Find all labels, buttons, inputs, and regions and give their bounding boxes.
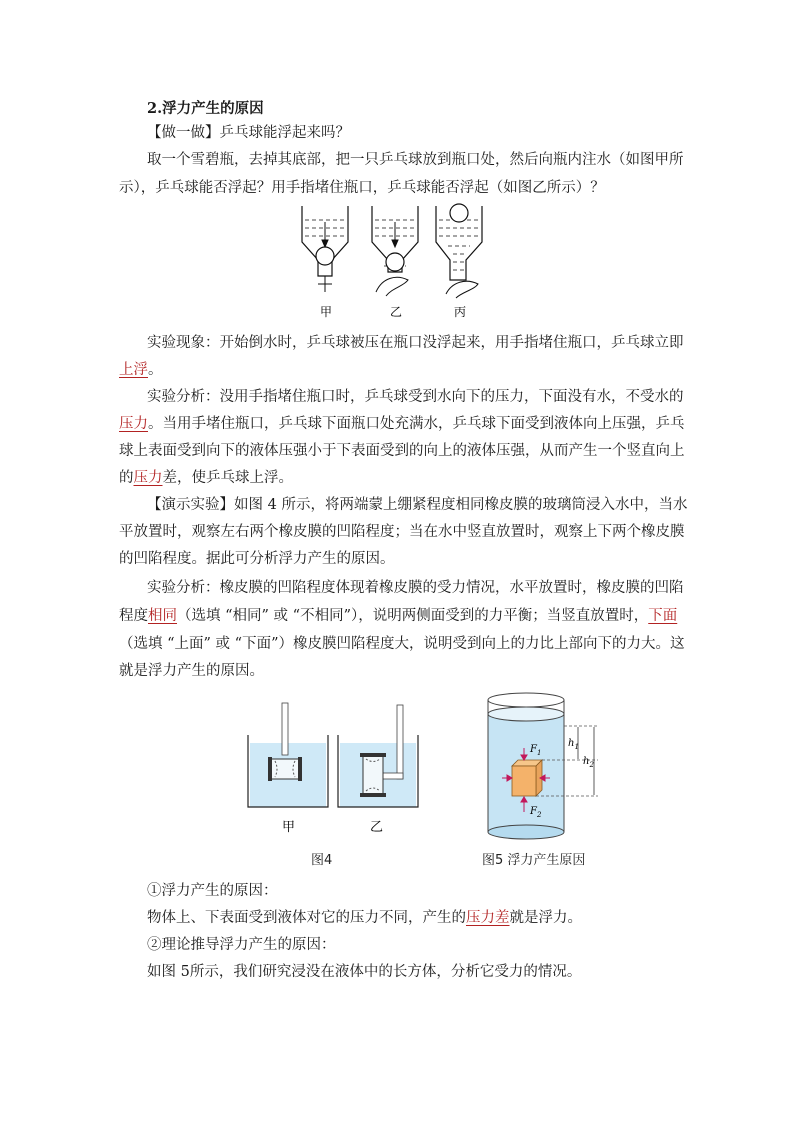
analysis1-line3: 球上表面受到向下的液体压强小于下表面受到的向上的液体压强，从而产生一个竖直向上: [119, 443, 685, 459]
demo-line3: 的凹陷程度。据此可分析浮力产生的原因。: [119, 551, 395, 567]
phenomenon-line1: 实验现象：开始倒水时，乒乓球被压在瓶口没浮起来，用手指堵住瓶口，乒乓球立即: [147, 335, 684, 351]
cause-post: 就是浮力。: [509, 910, 582, 926]
analysis2-line2: [119, 605, 679, 627]
bottles-figure: [296, 200, 496, 325]
answer-pressure-diff: 压力差: [466, 910, 510, 926]
fig4-label-b: 乙: [370, 820, 384, 835]
phenomenon-end: 。: [148, 362, 163, 378]
figure-4: [246, 695, 422, 840]
analysis2-line2-mid: （选填 “相同” 或 “不相同”），说明两侧面受到的力平衡；当竖直放置时，: [177, 608, 649, 624]
analysis2-line2-pre: 程度: [119, 608, 148, 624]
analysis1-line4: [119, 467, 679, 489]
analysis2-line4: 就是浮力产生的原因。: [119, 663, 264, 679]
derive-title: ②理论推导浮力产生的原因：: [147, 937, 336, 953]
try-it-label: 【做一做】: [147, 125, 220, 141]
bottle-label-c: 丙: [454, 305, 467, 319]
figure-5: [480, 690, 610, 840]
cause-pre: 物体上、下表面受到液体对它的压力不同，产生的: [147, 910, 466, 926]
cause-title: ①浮力产生的原因：: [147, 883, 278, 899]
fig4-label-a: 甲: [282, 820, 296, 835]
fig5-f1: $F_1$: [530, 744, 542, 757]
fig5-caption: 图5 浮力产生原因: [482, 853, 586, 868]
fig5-h2: $h_2$: [583, 756, 594, 769]
bottle-label-a: 甲: [320, 305, 333, 319]
bottle-label-b: 乙: [390, 305, 403, 319]
derive-line1: 如图 5所示，我们研究浸没在液体中的长方体，分析它受力的情况。: [147, 964, 582, 980]
analysis2-line1: 实验分析：橡皮膜的凹陷程度体现着橡皮膜的受力情况，水平放置时，橡皮膜的凹陷: [147, 580, 684, 596]
para1-line1: 取一个雪碧瓶，去掉其底部，把一只乒乓球放到瓶口处，然后向瓶内注水（如图甲所: [147, 152, 684, 168]
analysis1-line1: 实验分析：没用手指堵住瓶口时，乒乓球受到水向下的压力，下面没有水，不受水的: [147, 389, 684, 405]
answer-pressure-1: 压力: [119, 416, 148, 432]
para1-line2: 示），乒乓球能否浮起？用手指堵住瓶口，乒乓球能否浮起（如图乙所示）？: [119, 180, 605, 196]
analysis1-line2-text: 。当用手堵住瓶口，乒乓球下面瓶口处充满水，乒乓球下面受到液体向上压强，乒乓: [148, 416, 685, 432]
fig5-f2: $F_2$: [530, 806, 542, 819]
analysis2-line3: （选填 “上面” 或 “下面”）橡皮膜凹陷程度大，说明受到向上的力比上部向下的力大。这: [119, 636, 685, 652]
analysis1-line4-text: 差，使乒乓球上浮。: [162, 470, 293, 486]
answer-float-up: 上浮: [119, 362, 148, 378]
analysis1-line4-pre: 的: [119, 470, 134, 486]
demo-line2: 平放置时，观察左右两个橡皮膜的凹陷程度；当在水中竖直放置时，观察上下两个橡皮膜: [119, 524, 685, 540]
answer-pressure-2: 压力: [133, 470, 163, 486]
answer-same: 相同: [148, 608, 177, 624]
try-it-line: [147, 122, 707, 144]
try-it-question: 乒乓球能浮起来吗？: [219, 125, 350, 141]
section-title: 2.浮力产生的原因: [147, 100, 264, 117]
fig4-caption: 图4: [311, 853, 333, 868]
demo-line1: [147, 494, 707, 516]
fig5-h1: $h_1$: [568, 738, 579, 751]
analysis1-line2: [119, 413, 685, 435]
phenomenon-line2: [119, 359, 679, 381]
demo-label: 【演示实验】: [147, 497, 234, 513]
demo-line1-text: 如图 4 所示，将两端蒙上绷紧程度相同橡皮膜的玻璃筒浸入水中，当水: [234, 497, 688, 513]
answer-lower: 下面: [648, 608, 678, 624]
cause-line: [147, 907, 707, 929]
